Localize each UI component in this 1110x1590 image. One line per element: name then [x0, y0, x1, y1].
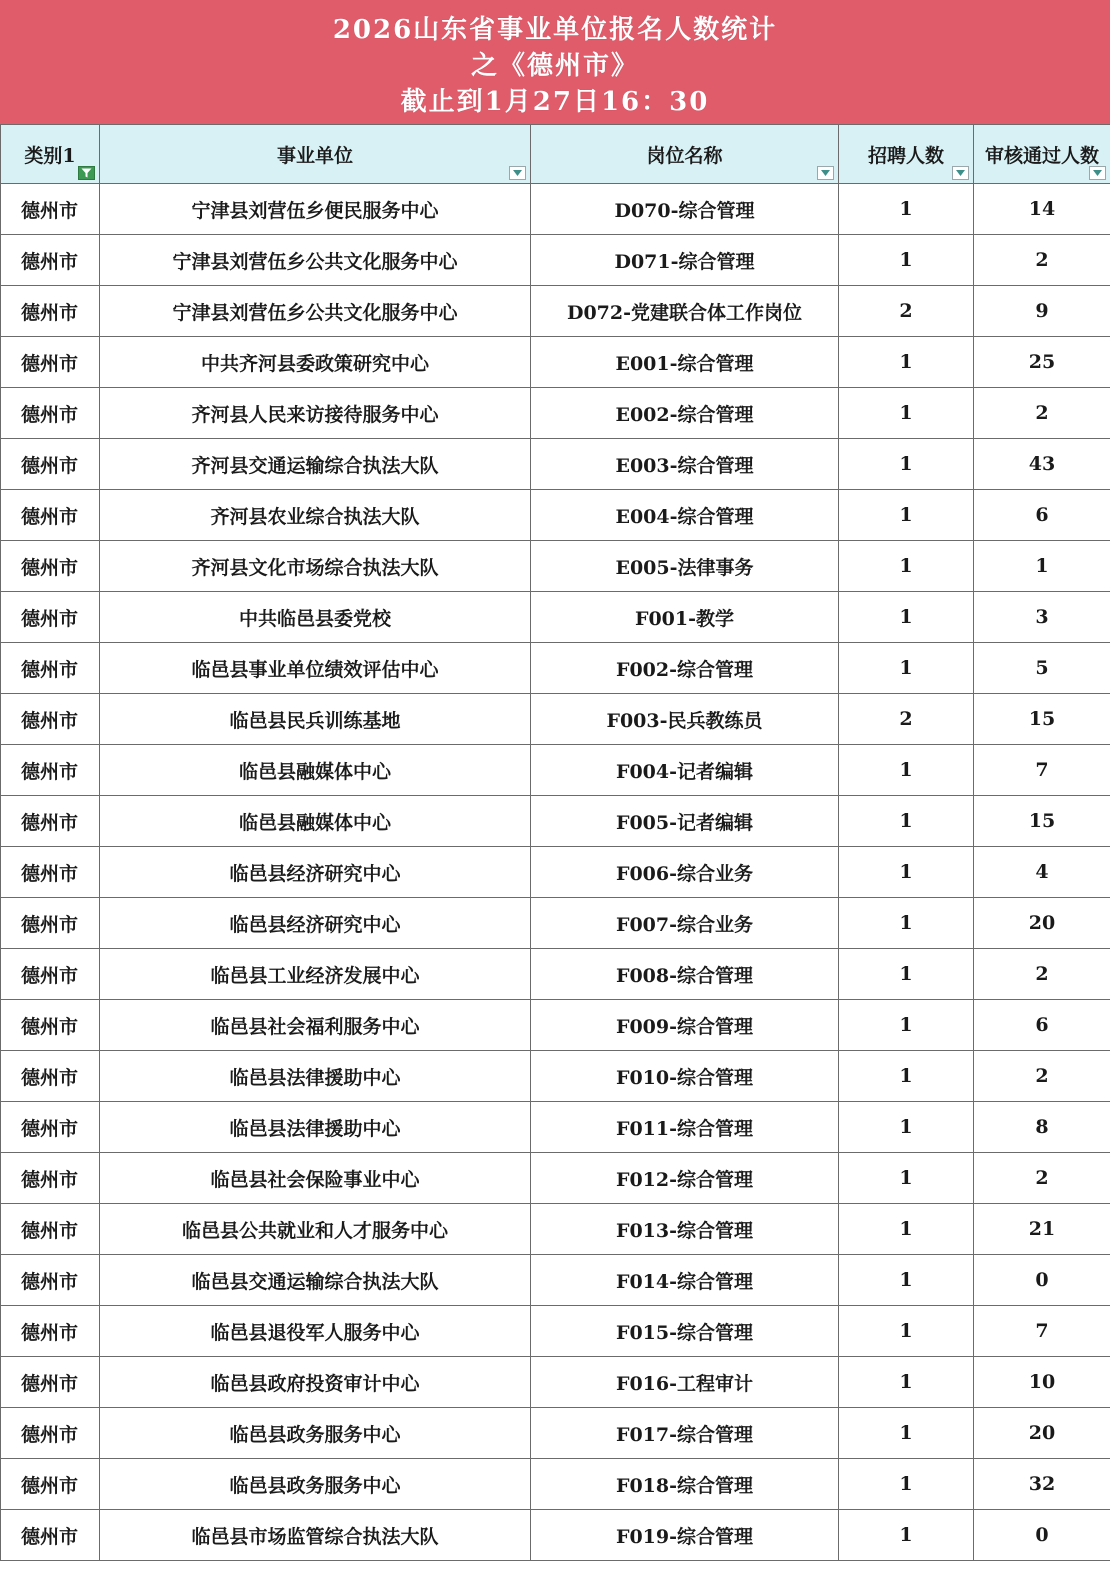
cell-unit[interactable]: 齐河县交通运输综合执法大队	[100, 439, 531, 490]
column-header-label: 事业单位	[276, 144, 353, 167]
cell-city[interactable]: 德州市	[1, 388, 100, 439]
cell-post[interactable]: F013-综合管理	[531, 1204, 839, 1255]
cell-passed-count[interactable]: 1	[974, 541, 1110, 592]
table-row	[1, 1357, 1110, 1408]
cell-post[interactable]: F004-记者编辑	[531, 745, 839, 796]
cell-unit[interactable]: 临邑县法律援助中心	[100, 1102, 531, 1153]
table-row	[1, 949, 1110, 1000]
table-row	[1, 286, 1110, 337]
cell-hire-count[interactable]: 1	[839, 1153, 974, 1204]
cell-passed-count[interactable]: 3	[974, 592, 1110, 643]
column-header-label: 审核通过人数	[984, 144, 1099, 167]
cell-hire-count[interactable]: 1	[839, 541, 974, 592]
cell-hire-count[interactable]: 1	[839, 898, 974, 949]
cell-hire-count[interactable]: 1	[839, 490, 974, 541]
table-row	[1, 898, 1110, 949]
dropdown-arrow-icon[interactable]	[1089, 166, 1106, 180]
cell-passed-count[interactable]: 6	[974, 490, 1110, 541]
column-header-hire-count	[839, 125, 974, 184]
cell-unit[interactable]: 宁津县刘营伍乡便民服务中心	[100, 184, 531, 235]
table-row	[1, 337, 1110, 388]
column-header-post	[531, 125, 839, 184]
table-row	[1, 694, 1110, 745]
cell-passed-count[interactable]: 14	[974, 184, 1110, 235]
cell-unit[interactable]: 临邑县社会福利服务中心	[100, 1000, 531, 1051]
cell-hire-count[interactable]: 1	[839, 949, 974, 1000]
cell-city[interactable]: 德州市	[1, 796, 100, 847]
cell-hire-count[interactable]: 1	[839, 1255, 974, 1306]
table-row	[1, 439, 1110, 490]
table-row	[1, 541, 1110, 592]
table-row	[1, 643, 1110, 694]
cell-hire-count[interactable]: 1	[839, 643, 974, 694]
cell-hire-count[interactable]: 1	[839, 439, 974, 490]
table-row	[1, 1459, 1110, 1510]
cell-post[interactable]: E005-法律事务	[531, 541, 839, 592]
table-row	[1, 1153, 1110, 1204]
cell-city[interactable]: 德州市	[1, 898, 100, 949]
cell-hire-count[interactable]: 1	[839, 1306, 974, 1357]
cell-hire-count[interactable]: 1	[839, 1357, 974, 1408]
cell-passed-count[interactable]: 0	[974, 1510, 1110, 1561]
cell-city[interactable]: 德州市	[1, 337, 100, 388]
cell-post[interactable]: E004-综合管理	[531, 490, 839, 541]
cell-hire-count[interactable]: 1	[839, 235, 974, 286]
cell-post[interactable]: F016-工程审计	[531, 1357, 839, 1408]
cell-city[interactable]: 德州市	[1, 643, 100, 694]
cell-post[interactable]: D072-党建联合体工作岗位	[531, 286, 839, 337]
cell-hire-count[interactable]: 1	[839, 1510, 974, 1561]
cell-unit[interactable]: 临邑县民兵训练基地	[100, 694, 531, 745]
table-row	[1, 1051, 1110, 1102]
cell-city[interactable]: 德州市	[1, 286, 100, 337]
cell-hire-count[interactable]: 1	[839, 1051, 974, 1102]
cell-passed-count[interactable]: 32	[974, 1459, 1110, 1510]
cell-unit[interactable]: 齐河县农业综合执法大队	[100, 490, 531, 541]
data-table	[0, 124, 1110, 1561]
cell-post[interactable]: F011-综合管理	[531, 1102, 839, 1153]
cell-post[interactable]: F003-民兵教练员	[531, 694, 839, 745]
cell-city[interactable]: 德州市	[1, 1357, 100, 1408]
cell-passed-count[interactable]: 7	[974, 1306, 1110, 1357]
cell-city[interactable]: 德州市	[1, 1102, 100, 1153]
cell-unit[interactable]: 临邑县市场监管综合执法大队	[100, 1510, 531, 1561]
column-header-passed-count	[974, 125, 1110, 184]
cell-passed-count[interactable]: 7	[974, 745, 1110, 796]
cell-hire-count[interactable]: 1	[839, 1102, 974, 1153]
cell-passed-count[interactable]: 15	[974, 694, 1110, 745]
cell-city[interactable]: 德州市	[1, 847, 100, 898]
dropdown-arrow-icon[interactable]	[952, 166, 969, 180]
cell-hire-count[interactable]: 1	[839, 1000, 974, 1051]
cell-city[interactable]: 德州市	[1, 1153, 100, 1204]
cell-post[interactable]: E003-综合管理	[531, 439, 839, 490]
cell-passed-count[interactable]: 2	[974, 235, 1110, 286]
dropdown-arrow-icon[interactable]	[509, 166, 526, 180]
cell-unit[interactable]: 临邑县融媒体中心	[100, 796, 531, 847]
cell-city[interactable]: 德州市	[1, 745, 100, 796]
cell-unit[interactable]: 临邑县经济研究中心	[100, 898, 531, 949]
cell-city[interactable]: 德州市	[1, 439, 100, 490]
cell-hire-count[interactable]: 1	[839, 796, 974, 847]
cell-passed-count[interactable]: 10	[974, 1357, 1110, 1408]
title-line-3: 截止到1月27日16：30	[400, 87, 710, 117]
cell-post[interactable]: F014-综合管理	[531, 1255, 839, 1306]
cell-city[interactable]: 德州市	[1, 1051, 100, 1102]
cell-hire-count[interactable]: 1	[839, 337, 974, 388]
cell-post[interactable]: E001-综合管理	[531, 337, 839, 388]
cell-city[interactable]: 德州市	[1, 1204, 100, 1255]
table-row	[1, 1000, 1110, 1051]
cell-city[interactable]: 德州市	[1, 1510, 100, 1561]
cell-passed-count[interactable]: 2	[974, 388, 1110, 439]
cell-passed-count[interactable]: 20	[974, 1408, 1110, 1459]
column-header-label: 招聘人数	[867, 144, 944, 167]
cell-post[interactable]: F015-综合管理	[531, 1306, 839, 1357]
cell-city[interactable]: 德州市	[1, 949, 100, 1000]
cell-passed-count[interactable]: 0	[974, 1255, 1110, 1306]
cell-passed-count[interactable]: 2	[974, 1051, 1110, 1102]
cell-hire-count[interactable]: 1	[839, 388, 974, 439]
cell-city[interactable]: 德州市	[1, 490, 100, 541]
table-row	[1, 184, 1110, 235]
cell-passed-count[interactable]: 6	[974, 1000, 1110, 1051]
cell-passed-count[interactable]: 25	[974, 337, 1110, 388]
dropdown-arrow-icon[interactable]	[817, 166, 834, 180]
cell-unit[interactable]: 临邑县政府投资审计中心	[100, 1357, 531, 1408]
cell-unit[interactable]: 临邑县融媒体中心	[100, 745, 531, 796]
cell-hire-count[interactable]: 2	[839, 286, 974, 337]
cell-unit[interactable]: 临邑县交通运输综合执法大队	[100, 1255, 531, 1306]
cell-hire-count[interactable]: 1	[839, 745, 974, 796]
cell-hire-count[interactable]: 1	[839, 184, 974, 235]
cell-unit[interactable]: 临邑县工业经济发展中心	[100, 949, 531, 1000]
cell-passed-count[interactable]: 21	[974, 1204, 1110, 1255]
cell-unit[interactable]: 临邑县公共就业和人才服务中心	[100, 1204, 531, 1255]
cell-post[interactable]: F010-综合管理	[531, 1051, 839, 1102]
cell-unit[interactable]: 齐河县文化市场综合执法大队	[100, 541, 531, 592]
filter-active-icon[interactable]	[78, 166, 95, 180]
table-row	[1, 1102, 1110, 1153]
column-header-label: 岗位名称	[646, 144, 723, 167]
cell-unit[interactable]: 临邑县政务服务中心	[100, 1459, 531, 1510]
cell-unit[interactable]: 临邑县政务服务中心	[100, 1408, 531, 1459]
column-header-category	[1, 125, 100, 184]
cell-passed-count[interactable]: 43	[974, 439, 1110, 490]
cell-city[interactable]: 德州市	[1, 694, 100, 745]
cell-unit[interactable]: 临邑县法律援助中心	[100, 1051, 531, 1102]
cell-post[interactable]: F012-综合管理	[531, 1153, 839, 1204]
title-banner	[0, 0, 1110, 124]
cell-post[interactable]: D071-综合管理	[531, 235, 839, 286]
cell-post[interactable]: F019-综合管理	[531, 1510, 839, 1561]
table-row	[1, 1408, 1110, 1459]
cell-passed-count[interactable]: 2	[974, 949, 1110, 1000]
title-line-1: 2026山东省事业单位报名人数统计	[332, 15, 778, 45]
cell-unit[interactable]: 宁津县刘营伍乡公共文化服务中心	[100, 286, 531, 337]
cell-passed-count[interactable]: 15	[974, 796, 1110, 847]
cell-city[interactable]: 德州市	[1, 541, 100, 592]
cell-city[interactable]: 德州市	[1, 1306, 100, 1357]
cell-passed-count[interactable]: 8	[974, 1102, 1110, 1153]
cell-post[interactable]: F001-教学	[531, 592, 839, 643]
table-row	[1, 1204, 1110, 1255]
cell-unit[interactable]: 临邑县社会保险事业中心	[100, 1153, 531, 1204]
table-row	[1, 1255, 1110, 1306]
cell-city[interactable]: 德州市	[1, 235, 100, 286]
table-row	[1, 592, 1110, 643]
cell-city[interactable]: 德州市	[1, 184, 100, 235]
cell-post[interactable]: F006-综合业务	[531, 847, 839, 898]
cell-city[interactable]: 德州市	[1, 1000, 100, 1051]
cell-unit[interactable]: 中共齐河县委政策研究中心	[100, 337, 531, 388]
cell-passed-count[interactable]: 9	[974, 286, 1110, 337]
cell-post[interactable]: F007-综合业务	[531, 898, 839, 949]
column-header-label: 类别1	[24, 144, 76, 167]
cell-unit[interactable]: 宁津县刘营伍乡公共文化服务中心	[100, 235, 531, 286]
table-row	[1, 1510, 1110, 1561]
cell-post[interactable]: D070-综合管理	[531, 184, 839, 235]
table-row	[1, 490, 1110, 541]
cell-hire-count[interactable]: 1	[839, 1459, 974, 1510]
cell-hire-count[interactable]: 1	[839, 592, 974, 643]
table-row	[1, 388, 1110, 439]
cell-post[interactable]: F017-综合管理	[531, 1408, 839, 1459]
table-body	[1, 184, 1110, 1561]
cell-passed-count[interactable]: 4	[974, 847, 1110, 898]
cell-passed-count[interactable]: 5	[974, 643, 1110, 694]
column-header-unit	[100, 125, 531, 184]
cell-city[interactable]: 德州市	[1, 1408, 100, 1459]
table-row	[1, 235, 1110, 286]
cell-hire-count[interactable]: 2	[839, 694, 974, 745]
cell-post[interactable]: F002-综合管理	[531, 643, 839, 694]
cell-unit[interactable]: 临邑县退役军人服务中心	[100, 1306, 531, 1357]
cell-hire-count[interactable]: 1	[839, 1204, 974, 1255]
cell-unit[interactable]: 临邑县事业单位绩效评估中心	[100, 643, 531, 694]
cell-unit[interactable]: 齐河县人民来访接待服务中心	[100, 388, 531, 439]
table-row	[1, 796, 1110, 847]
cell-post[interactable]: E002-综合管理	[531, 388, 839, 439]
cell-city[interactable]: 德州市	[1, 592, 100, 643]
cell-city[interactable]: 德州市	[1, 1255, 100, 1306]
cell-post[interactable]: F005-记者编辑	[531, 796, 839, 847]
header-row	[1, 125, 1110, 184]
cell-hire-count[interactable]: 1	[839, 847, 974, 898]
cell-passed-count[interactable]: 20	[974, 898, 1110, 949]
cell-hire-count[interactable]: 1	[839, 1408, 974, 1459]
cell-city[interactable]: 德州市	[1, 1459, 100, 1510]
table-row	[1, 847, 1110, 898]
cell-passed-count[interactable]: 2	[974, 1153, 1110, 1204]
cell-post[interactable]: F009-综合管理	[531, 1000, 839, 1051]
table-row	[1, 1306, 1110, 1357]
cell-unit[interactable]: 中共临邑县委党校	[100, 592, 531, 643]
cell-unit[interactable]: 临邑县经济研究中心	[100, 847, 531, 898]
title-line-2: 之《德州市》	[470, 51, 639, 81]
cell-post[interactable]: F018-综合管理	[531, 1459, 839, 1510]
cell-post[interactable]: F008-综合管理	[531, 949, 839, 1000]
table-row	[1, 745, 1110, 796]
